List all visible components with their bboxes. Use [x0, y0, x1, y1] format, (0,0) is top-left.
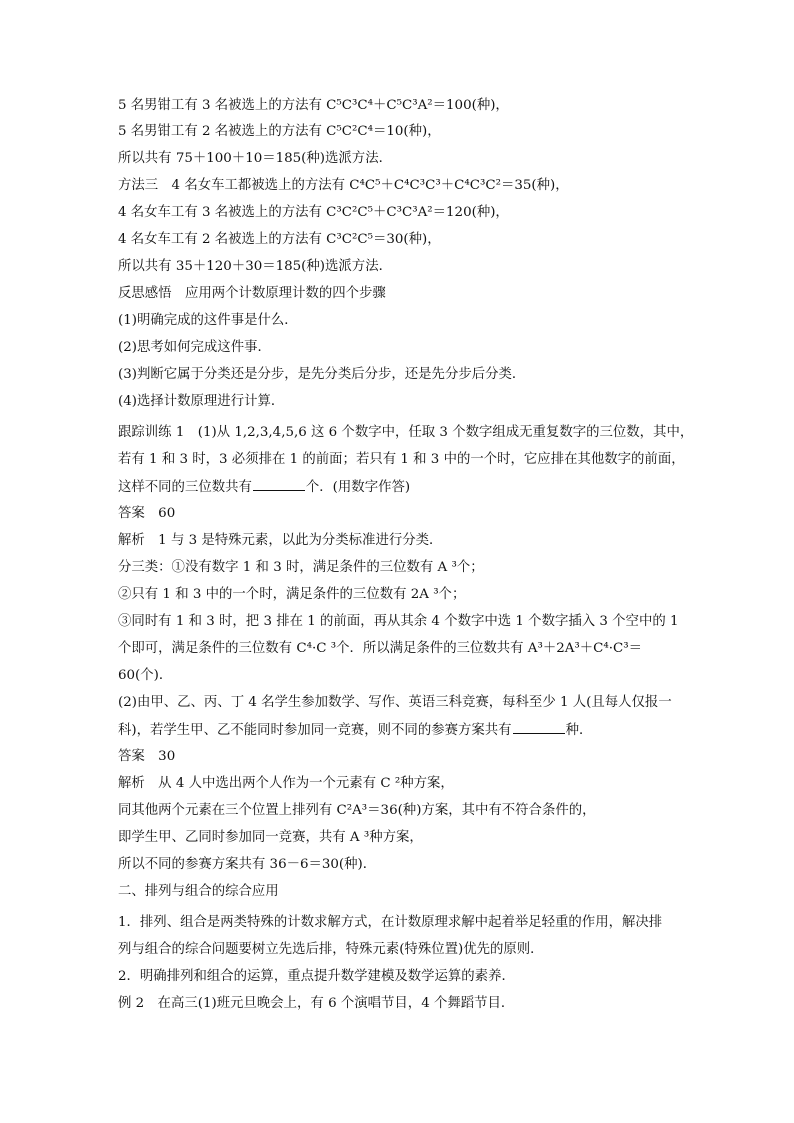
- answer-line: 答案 60: [118, 506, 176, 521]
- text-line: ②只有 1 和 3 中的一个时，满足条件的三位数有 2A ³个；: [118, 587, 466, 602]
- text-line: 5 名男钳工有 2 名被选上的方法有 C⁵C²C⁴＝10(种)，: [118, 124, 441, 139]
- text-line: 分三类：①没有数字 1 和 3 时，满足条件的三位数有 A ³个；: [118, 560, 484, 575]
- text-line: ③同时有 1 和 3 时，把 3 排在 1 的前面，再从其余 4 个数字中选 1 个数字插入 3 个空中的 1: [118, 614, 679, 629]
- text-line: [118, 478, 410, 497]
- text-line: 即学生甲、乙同时参加同一竞赛，共有 A ³种方案，: [118, 830, 423, 845]
- text-line: 列与组合的综合问题要树立先选后排，特殊元素(特殊位置)优先的原则．: [118, 942, 544, 957]
- text-line: (1)明确完成的这件事是什么．: [118, 313, 298, 328]
- answer-blank: [513, 721, 565, 734]
- text-span: 科)，若学生甲、乙不能同时参加同一竞赛，则不同的参赛方案共有: [118, 723, 512, 738]
- text-span: 种．: [565, 723, 593, 738]
- text-line: 1．排列、组合是两类特殊的计数求解方式，在计数原理求解中起着举足轻重的作用，解决排: [118, 915, 663, 930]
- text-span: 这样不同的三位数共有: [118, 480, 252, 495]
- text-line: 4 名女车工有 3 名被选上的方法有 C³C²C⁵＋C³C³A²＝120(种)，: [118, 205, 509, 220]
- text-span: 个．(用数字作答): [305, 480, 411, 495]
- text-line: (2)思考如何完成这件事．: [118, 340, 271, 355]
- answer-line: 答案 30: [118, 749, 176, 764]
- section-heading: 二、排列与组合的综合应用: [118, 884, 279, 899]
- text-line: 60(个)．: [118, 668, 173, 683]
- text-line: (4)选择计数原理进行计算．: [118, 394, 285, 409]
- text-line: 所以共有 75＋100＋10＝185(种)选派方法．: [118, 151, 392, 166]
- exercise-line: 跟踪训练 1 (1)从 1,2,3,4,5,6 这 6 个数字中，任取 3 个数字组成无重复数字的三位数，其中，: [118, 425, 694, 440]
- text-line: (3)判断它属于分类还是分步，是先分类后分步，还是先分步后分类．: [118, 367, 526, 382]
- text-line: 5 名男钳工有 3 名被选上的方法有 C⁵C³C⁴＋C⁵C³A²＝100(种)，: [118, 98, 509, 113]
- text-line: 2．明确排列和组合的运算，重点提升数学建模及数学运算的素养．: [118, 969, 515, 984]
- answer-blank: [253, 478, 305, 491]
- solution-line: 解析 1 与 3 是特殊元素，以此为分类标准进行分类．: [118, 533, 443, 548]
- text-line: 所以不同的参赛方案共有 36－6＝30(种)．: [118, 857, 377, 872]
- text-line: [118, 721, 592, 740]
- solution-line: 解析 从 4 人中选出两个人作为一个元素有 C ²种方案，: [118, 776, 454, 791]
- example-line: 例 2 在高三(1)班元旦晚会上，有 6 个演唱节目，4 个舞蹈节目．: [118, 996, 515, 1011]
- text-line: 所以共有 35＋120＋30＝185(种)选派方法．: [118, 259, 392, 274]
- text-line: 方法三 4 名女车工都被选上的方法有 C⁴C⁵＋C⁴C³C³＋C⁴C³C²＝35(种)，: [118, 178, 569, 193]
- text-line: 4 名女车工有 2 名被选上的方法有 C³C²C⁵＝30(种)，: [118, 232, 441, 247]
- section-heading: 反思感悟 应用两个计数原理计数的四个步骤: [118, 286, 386, 301]
- text-line: 同其他两个元素在三个位置上排列有 C²A³＝36(种)方案，其中有不符合条件的，: [118, 803, 596, 818]
- text-line: (2)由甲、乙、丙、丁 4 名学生参加数学、写作、英语三科竞赛，每科至少 1 人(且每人仅报一: [118, 695, 672, 710]
- text-line: 个即可，满足条件的三位数有 C⁴·C ³个．所以满足条件的三位数共有 A³＋2A³＋C⁴·C³＝: [118, 641, 643, 656]
- text-line: 若有 1 和 3 时，3 必须排在 1 的前面；若只有 1 和 3 中的一个时，它应排在其他数字的前面，: [118, 452, 685, 467]
